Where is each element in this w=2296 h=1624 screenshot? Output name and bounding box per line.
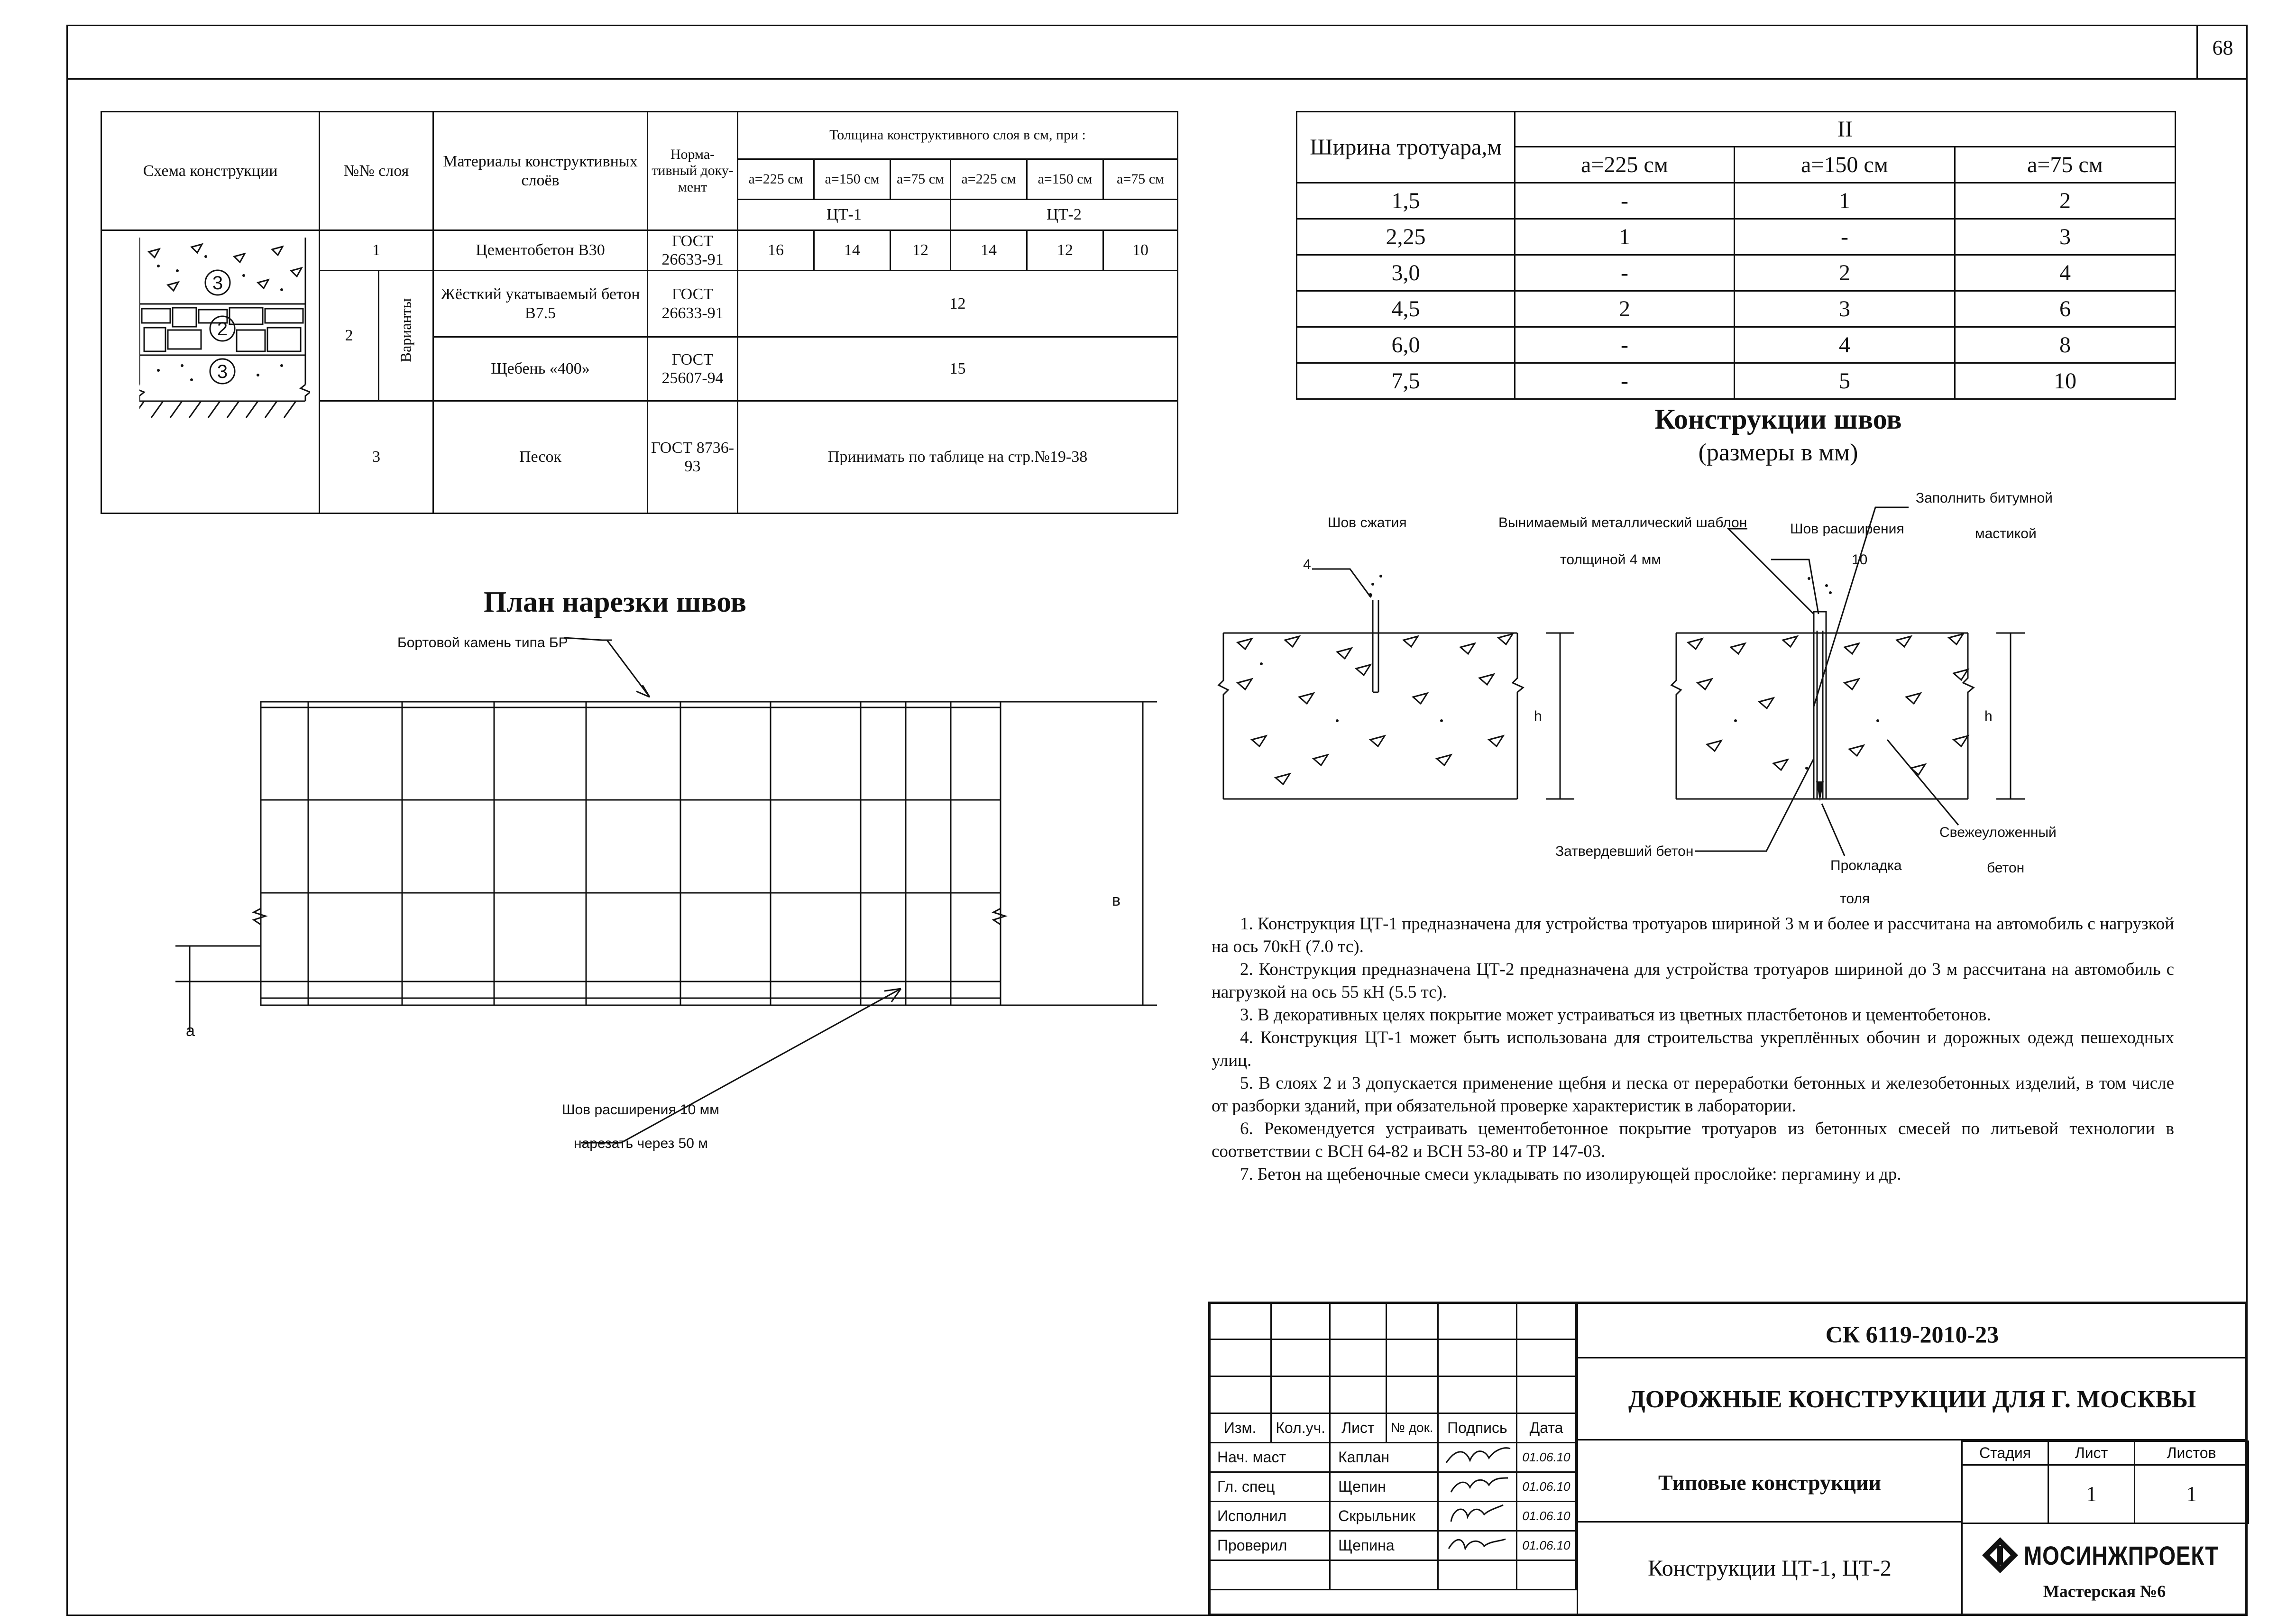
table-cell: - [1515, 183, 1735, 219]
org-logo-icon [1981, 1536, 2019, 1574]
signature [1438, 1472, 1516, 1502]
table-cell: 2 [1735, 255, 1955, 291]
layer1-no: 1 [320, 230, 433, 271]
thickness-header: Толщина конструктивного слоя в см, при : [738, 112, 1178, 159]
table-row: 6,0 [1297, 327, 1515, 363]
layer1-v2: 14 [814, 230, 891, 271]
table-cell: 2 [1955, 183, 2176, 219]
layer2a-doc: ГОСТ 26633-91 [648, 271, 738, 337]
col-header: Кол.уч. [1271, 1413, 1330, 1443]
sheet-name: Конструкции ЦТ-1, ЦТ-2 [1648, 1556, 1892, 1581]
table-row: 3,0 [1297, 255, 1515, 291]
fresh-concrete-label-1: Свежеуложенный [1939, 825, 2057, 840]
group-header: II [1515, 112, 2176, 147]
table-row: 7,5 [1297, 363, 1515, 399]
col-a75: а=75 см [1955, 147, 2176, 183]
drawing-code: СК 6119-2010-23 [1825, 1321, 1999, 1348]
person-name: Каплан [1330, 1443, 1438, 1472]
person-name: Щепин [1330, 1472, 1438, 1502]
signature [1438, 1443, 1516, 1472]
template-label-2: толщиной 4 мм [1560, 552, 1661, 568]
scheme-mark-top: 3 [212, 273, 223, 294]
scheme-mark-middle: 2 [217, 319, 228, 339]
variants-cell [379, 271, 433, 401]
table-cell: 1 [1515, 219, 1735, 255]
table-cell: 3 [1955, 219, 2176, 255]
stage-table [1961, 1440, 2249, 1524]
seam-plan-drawing [175, 628, 1181, 1174]
signature [1438, 1502, 1516, 1531]
layer2a-material: Жёсткий укатываемый бетон В7.5 [433, 271, 648, 337]
layer1-v4: 14 [951, 230, 1027, 271]
layer1-v6: 10 [1103, 230, 1178, 271]
col-a150: а=150 см [1735, 147, 1955, 183]
page-number: 68 [2212, 36, 2233, 59]
construction-table [101, 111, 1178, 514]
col-header: № док. [1386, 1413, 1438, 1443]
col-header: Лист [1330, 1413, 1387, 1443]
col-a225: а=225 см [1515, 147, 1735, 183]
table-cell: 4 [1955, 255, 2176, 291]
expansion-note-2: нарезать через 50 м [574, 1136, 708, 1151]
sign-date: 01.06.10 [1517, 1531, 1576, 1560]
dim-4: 4 [1303, 557, 1311, 572]
table-row: 1,5 [1297, 183, 1515, 219]
table-row: 2,25 [1297, 219, 1515, 255]
note-4: 4. Конструкция ЦТ-1 может быть использована для строительства укреплённых обочин и дорожных одежд пешеходных улиц. [1212, 1028, 2174, 1070]
layer1-v1: 16 [738, 230, 814, 271]
layer1-doc: ГОСТ 26633-91 [648, 230, 738, 271]
note-7: 7. Бетон на щебеночные смеси укладывать по изолирующей прослойке: пергамину и др. [1240, 1165, 1901, 1184]
table-cell: 10 [1955, 363, 2176, 399]
a-225-ct1: а=225 см [738, 159, 814, 200]
sign-date: 01.06.10 [1517, 1472, 1576, 1502]
note-6: 6. Рекомендуется устраивать цементобетонное покрытие тротуаров из бетонных смесей по литьевой технологии в соответствии с ВСН 64-82 и ВСН 53-80 и ТР 147-03. [1212, 1119, 2174, 1161]
layer2b-value: 15 [738, 337, 1178, 401]
layer2b-material: Щебень «400» [433, 337, 648, 401]
layer2-no: 2 [320, 271, 379, 401]
layer2b-doc: ГОСТ 25607-94 [648, 337, 738, 401]
h-label-right: h [1984, 708, 1993, 724]
layer3-value: Принимать по таблице на стр.№19-38 [738, 401, 1178, 514]
role: Нач. маст [1209, 1443, 1330, 1472]
note-1: 1. Конструкция ЦТ-1 предназначена для устройства тротуаров шириной 3 м и более и рассчитана на автомобиль с нагрузкой на ось 70кН (7.0 тс). [1212, 914, 2174, 956]
seam-designs-drawing [1214, 474, 2124, 929]
layer3-no: 3 [320, 401, 433, 514]
sheet-label: Лист [2048, 1441, 2135, 1465]
role: Проверил [1209, 1531, 1330, 1560]
layer-scheme-drawing [139, 238, 310, 475]
fill-label-2: мастикой [1975, 526, 2037, 541]
a-75-ct2: а=75 см [1103, 159, 1178, 200]
table-cell: 3 [1735, 291, 1955, 327]
fresh-concrete-label-2: бетон [1987, 860, 2025, 876]
stage-value [1962, 1465, 2048, 1523]
gasket-label-1: Прокладка [1830, 858, 1902, 873]
signature [1438, 1531, 1516, 1560]
scheme-cell [101, 230, 320, 514]
sheets-label: Листов [2135, 1441, 2249, 1465]
table-cell: - [1515, 255, 1735, 291]
table-cell: - [1735, 219, 1955, 255]
table-cell: - [1515, 327, 1735, 363]
title-block [1208, 1302, 2248, 1616]
template-label-1: Вынимаемый металлический шаблон [1498, 515, 1747, 531]
table-row: 4,5 [1297, 291, 1515, 327]
a-225-ct2: а=225 см [951, 159, 1027, 200]
dimension-b-label: в [1112, 891, 1121, 909]
expansion-joint-label: Шов расширения [1790, 521, 1904, 537]
layer3-doc: ГОСТ 8736-93 [648, 401, 738, 514]
gasket-label-2: толя [1840, 891, 1870, 907]
note-5: 5. В слоях 2 и 3 допускается применение щебня и песка от переработки бетонных и железобетонных изделий, в том числе от разборки зданий, при обязательной проверке характеристик в лаборатории. [1212, 1073, 2174, 1116]
col-header: Дата [1517, 1413, 1576, 1443]
note-2: 2. Конструкция предназначена ЦТ-2 предназначена для устройства тротуаров шириной до 3 м рассчитана на автомобиль с нагрузкой на ось 55 кН (5.5 тс). [1212, 960, 2174, 1002]
scheme-mark-bottom: 3 [217, 361, 228, 382]
seam-plan-title: План нарезки швов [484, 586, 747, 618]
layer1-v5: 12 [1027, 230, 1103, 271]
layer2a-value: 12 [738, 271, 1178, 337]
ct2-header: ЦТ-2 [951, 200, 1178, 230]
person-name: Скрыльник [1330, 1502, 1438, 1531]
role: Гл. спец [1209, 1472, 1330, 1502]
org-name: МОСИНЖПРОЕКТ [2024, 1541, 2219, 1570]
seam-designs-subtitle: (размеры в мм) [1698, 439, 1858, 466]
header-strip-line [66, 78, 2248, 80]
norm-doc-header: Норма-тивный доку-мент [648, 112, 738, 230]
sign-date: 01.06.10 [1517, 1502, 1576, 1531]
project-name: ДОРОЖНЫЕ КОНСТРУКЦИИ ДЛЯ Г. МОСКВЫ [1628, 1386, 2196, 1413]
layer-no-header: №№ слоя [320, 112, 433, 230]
table-cell: 5 [1735, 363, 1955, 399]
ct1-header: ЦТ-1 [738, 200, 951, 230]
materials-header: Материалы конструктивных слоёв [433, 112, 648, 230]
layer1-material: Цементобетон В30 [433, 230, 648, 271]
table-cell: 6 [1955, 291, 2176, 327]
expansion-note-1: Шов расширения 10 мм [562, 1102, 719, 1118]
col-header: Подпись [1438, 1413, 1516, 1443]
curb-label: Бортовой камень типа БР [397, 635, 568, 651]
table-cell: 1 [1735, 183, 1955, 219]
col-header: Изм. [1209, 1413, 1271, 1443]
layer1-v3: 12 [891, 230, 951, 271]
layer3-material: Песок [433, 401, 648, 514]
workshop-name: Мастерская №6 [2043, 1582, 2166, 1601]
revision-grid [1208, 1302, 1577, 1590]
a-75-ct1: а=75 см [891, 159, 951, 200]
compression-joint-label: Шов сжатия [1328, 515, 1407, 531]
a-150-ct1: а=150 см [814, 159, 891, 200]
notes [1212, 913, 2174, 1186]
table-cell: - [1515, 363, 1735, 399]
sheet-value: 1 [2048, 1465, 2135, 1523]
scheme-header: Схема конструкции [101, 112, 320, 230]
hardened-concrete-label: Затвердевший бетон [1555, 844, 1694, 859]
variants-label: Варианты [397, 298, 414, 362]
width-table [1296, 111, 2176, 400]
table-cell: 2 [1515, 291, 1735, 327]
section-name: Типовые конструкции [1658, 1470, 1882, 1495]
role: Исполнил [1209, 1502, 1330, 1531]
dimension-a-label: а [186, 1022, 195, 1040]
table-cell: 8 [1955, 327, 2176, 363]
person-name: Щепина [1330, 1531, 1438, 1560]
sign-date: 01.06.10 [1517, 1443, 1576, 1472]
fill-label-1: Заполнить битумной [1916, 490, 2053, 506]
note-3: 3. В декоративных целях покрытие может устраиваться из цветных пластбетонов и цементобетонов. [1240, 1005, 1991, 1025]
width-header: Ширина тротуара,м [1297, 112, 1515, 183]
h-label-left: h [1534, 708, 1542, 724]
dim-10: 10 [1852, 552, 1868, 568]
sheets-value: 1 [2135, 1465, 2249, 1523]
a-150-ct2: а=150 см [1027, 159, 1103, 200]
stage-label: Стадия [1962, 1441, 2048, 1465]
seam-designs-title: Конструкции швов [1654, 404, 1902, 435]
table-cell: 4 [1735, 327, 1955, 363]
